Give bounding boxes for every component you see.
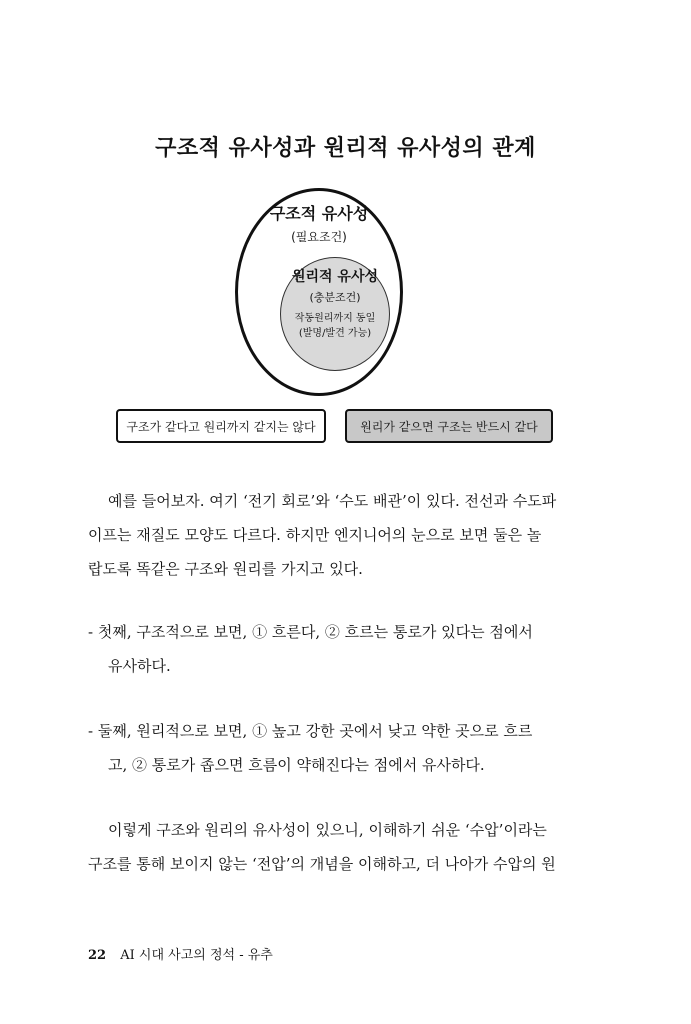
outer-circle-subtitle: (필요조건): [291, 230, 347, 244]
book-title: AI 시대 사고의 정석 - 유추: [120, 948, 273, 963]
paragraph-line: 구조를 통해 보이지 않는 ‘전압’의 개념을 이해하고, 더 나아가 수압의 원: [88, 855, 556, 873]
paragraph-line: - 둘째, 원리적으로 보면, ① 높고 강한 곳에서 낮고 약한 곳으로 흐르: [88, 722, 533, 740]
principle-note-box: 원리가 같으면 구조는 반드시 같다: [345, 409, 553, 443]
paragraph-line: 이렇게 구조와 원리의 유사성이 있으니, 이해하기 쉬운 ‘수압’이라는: [108, 821, 547, 839]
paragraph-1: [88, 484, 583, 586]
paragraph-line: 예를 들어보자. 여기 ‘전기 회로’와 ‘수도 배관’이 있다. 전선과 수도파: [108, 492, 557, 510]
inner-circle-title: 원리적 유사성: [291, 269, 379, 285]
structure-note-box: 구조가 같다고 원리까지 같지는 않다: [116, 409, 326, 443]
paragraph-line: 이프는 재질도 모양도 다르다. 하지만 엔지니어의 눈으로 보면 둘은 놀: [88, 526, 542, 544]
diagram-title: 구조적 유사성과 원리적 유사성의 관계: [155, 136, 536, 161]
page-footer: [88, 944, 273, 963]
paragraph-line: 유사하다.: [108, 657, 171, 675]
paragraph-line: 고, ② 통로가 좁으면 흐름이 약해진다는 점에서 유사하다.: [108, 756, 485, 774]
paragraph-2: [88, 615, 583, 683]
paragraph-line: 랍도록 똑같은 구조와 원리를 가지고 있다.: [88, 560, 363, 578]
paragraph-4: [88, 813, 583, 881]
paragraph-line: - 첫째, 구조적으로 보면, ① 흐른다, ② 흐르는 통로가 있다는 점에서: [88, 623, 533, 641]
inner-circle-desc-1: 작동원리까지 동일: [294, 313, 376, 324]
inner-circle-desc-2: (발명/발견 가능): [298, 328, 372, 339]
outer-circle-title: 구조적 유사성: [269, 204, 369, 223]
page-number: 22: [88, 948, 107, 963]
paragraph-3: [88, 714, 583, 782]
inner-circle-subtitle: (충분조건): [309, 291, 361, 304]
